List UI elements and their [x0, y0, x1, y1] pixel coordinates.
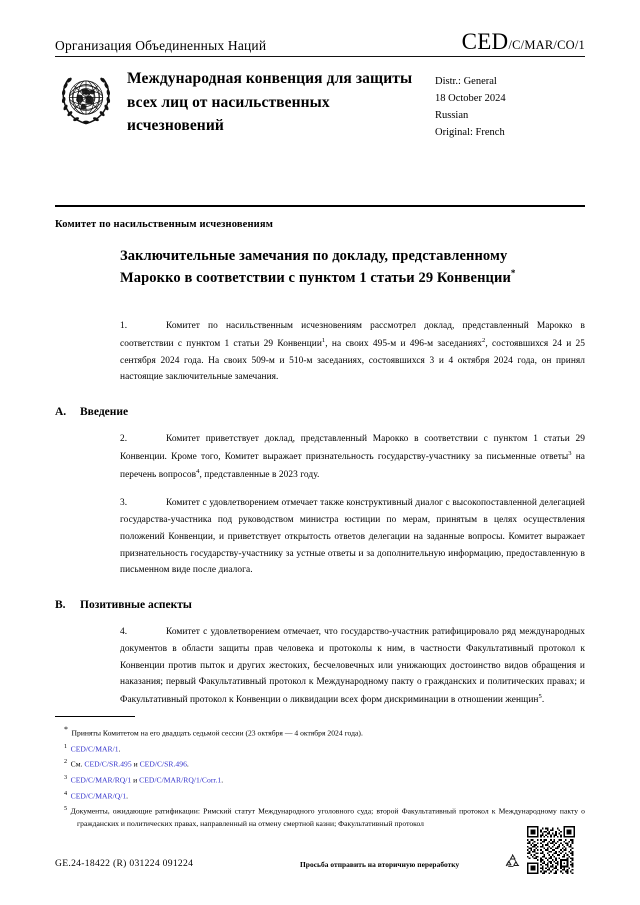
footnote-text: и: [131, 759, 140, 769]
footnote-ref[interactable]: 3: [568, 449, 572, 457]
footnote-list: [55, 723, 585, 831]
footnotes-block: [55, 716, 585, 832]
footnote-item: [55, 742, 585, 756]
footnote-item: [55, 789, 585, 803]
paragraph: [55, 624, 585, 709]
header-bottom-rule: [55, 205, 585, 207]
paragraph-text-end: , представленные в 2023 году.: [199, 469, 320, 480]
committee-name: Комитет по насильственным исчезновениям: [55, 219, 273, 230]
footnote-marker: 4: [64, 789, 68, 797]
footnote-text: и: [131, 775, 140, 785]
footnote-text: .: [118, 744, 121, 754]
footnote-marker: 3: [64, 773, 68, 781]
paragraph-number: 3.: [120, 498, 128, 509]
section-title: Введение: [80, 406, 129, 419]
document-symbol-rest: /C/MAR/CO/1: [508, 38, 585, 52]
footnote-marker: *: [64, 725, 69, 734]
paragraph-number: 2.: [120, 434, 128, 444]
paragraph-text: Комитет приветствует доклад, представленный Марокко в соответствии с пунктом 1 статьи 29 Конвенции. Кроме того, Комитет выражает признательность государству-участнику за письменные ответы: [120, 434, 585, 462]
section-letter: A.: [55, 406, 67, 419]
distribution-block: [429, 67, 585, 141]
section-letter: B.: [55, 599, 66, 612]
paragraph-text-mid: , на своих 495-м и 496-м заседаниях: [325, 338, 483, 349]
footnote-ref[interactable]: 4: [196, 467, 200, 475]
distr-date: 18 October 2024: [435, 93, 506, 104]
paragraph-text-end: , состоявшихся 24 и 25 сентября 2024 года. На своих 509-м и 510-м заседаниях, состоявшихся 3 и 4 октября 2024 года, он принял настоящие заключительные замечания.: [120, 338, 585, 383]
ge-number: GE.24-18422 (R) 031224 091224: [55, 858, 194, 869]
paragraph-text-mid: на перечень вопросов: [120, 451, 585, 480]
footnote-text: .: [186, 759, 189, 769]
un-emblem-icon: [55, 69, 117, 131]
footnote-item: [55, 723, 585, 740]
distr-language: Russian: [435, 110, 469, 121]
masthead: [55, 30, 585, 141]
convention-title: Международная конвенция для защиты всех лиц от насильственных исчезновений: [127, 70, 413, 135]
page-footer: [55, 858, 585, 878]
recycle-label: Просьба отправить на вторичную переработку: [300, 860, 460, 869]
paragraph-number: 1.: [120, 321, 128, 331]
footnote-text: .: [126, 791, 129, 801]
recycle-icon: [503, 852, 522, 876]
paragraph-text: Комитет по насильственным исчезновениям рассмотрел доклад, представленный Марокко в соответствии с пунктом 1 статьи 29 Конвенции: [120, 321, 585, 349]
paragraph: [55, 318, 585, 386]
masthead-top-row: [55, 30, 585, 56]
section-title: Позитивные аспекты: [80, 599, 192, 612]
organization-name: Организация Объединенных Наций: [55, 38, 267, 54]
qr-code-glyph: [527, 826, 575, 874]
document-body: [55, 318, 585, 721]
section-heading-a: [55, 405, 585, 420]
footnote-item: [55, 773, 585, 787]
footnote-ref[interactable]: 5: [538, 693, 542, 700]
un-emblem: [55, 67, 123, 136]
distr-line: Distr.: General: [435, 76, 497, 87]
footnote-text: Документы, ожидающие ратификации: Римский статут Международного уголовного суда; второй Факультативный протокол к Международному пакту о гражданских и политических правах, направленный на отмену смертной казни; Факультативный протокол: [70, 806, 585, 829]
footnote-link[interactable]: CED/C/SR.495: [84, 759, 132, 769]
footnote-marker: 2: [64, 758, 68, 766]
masthead-body-row: [55, 57, 585, 141]
document-symbol-main: CED: [461, 29, 509, 54]
footnote-item: [55, 757, 585, 771]
paragraph: [55, 431, 585, 483]
footnote-marker: 5: [64, 805, 68, 813]
footnote-item: [55, 804, 585, 831]
footnote-text: См.: [70, 759, 85, 769]
footnote-ref[interactable]: 1: [321, 336, 326, 344]
page-title: [120, 246, 520, 290]
footnote-ref[interactable]: 2: [482, 336, 486, 344]
footnote-link[interactable]: CED/C/MAR/1: [70, 744, 119, 754]
footnote-text: Приняты Комитетом на его двадцать седьмой сессии (23 октября — 4 октября 2024 года).: [71, 728, 363, 738]
footnote-link[interactable]: CED/C/MAR/RQ/1: [70, 775, 132, 785]
distr-original: Original: French: [435, 127, 505, 138]
page-title-footnote-marker: *: [510, 268, 516, 279]
footnote-link[interactable]: CED/C/MAR/Q/1: [70, 791, 127, 801]
section-heading-b: [55, 598, 585, 613]
footnote-link[interactable]: CED/C/MAR/RQ/1/Corr.1: [139, 775, 222, 785]
footnote-separator: [55, 716, 135, 717]
footnote-link[interactable]: CED/C/SR.496: [139, 759, 187, 769]
page-title-text: Заключительные замечания по докладу, представленному Марокко в соответствии с пунктом 1 статьи 29 Конвенции: [120, 248, 511, 287]
recycle-glyph: [503, 852, 522, 871]
paragraph-text: Комитет с удовлетворением отмечает также конструктивный диалог с высокопоставленной делегацией государства-участника под руководством министра юстиции по мерам, принятым в целях осуществления положений Конвенции, и приветствует открытость ответов делегации на заданные вопросы. Комитет выражает признательность государству-участнику за устные ответы и за дополнительную информацию, предоставленную в письменном виде после диалога.: [120, 498, 585, 576]
paragraph: [55, 495, 585, 579]
footnote-marker: 1: [64, 742, 68, 750]
document-symbol: [462, 30, 585, 54]
qr-code-icon[interactable]: [527, 826, 575, 879]
footnote-text: .: [221, 775, 224, 785]
paragraph-text: Комитет с удовлетворением отмечает, что государство-участник ратифицировало ряд международных документов в области защиты прав человека и протоколы к ним, в частности Факультативный протокол к Конвенции против пыток и других жестоких, бесчеловечных или унижающих достоинство видов обращения и наказания; первый Факультативный протокол к Международному пакту о гражданских и политических правах; и Факультативный протокол к Конвенции о ликвидации всех форм дискриминации в отношении женщин: [120, 627, 585, 706]
paragraph-number: 4.: [120, 627, 128, 638]
paragraph-text-mid: .: [541, 695, 545, 706]
